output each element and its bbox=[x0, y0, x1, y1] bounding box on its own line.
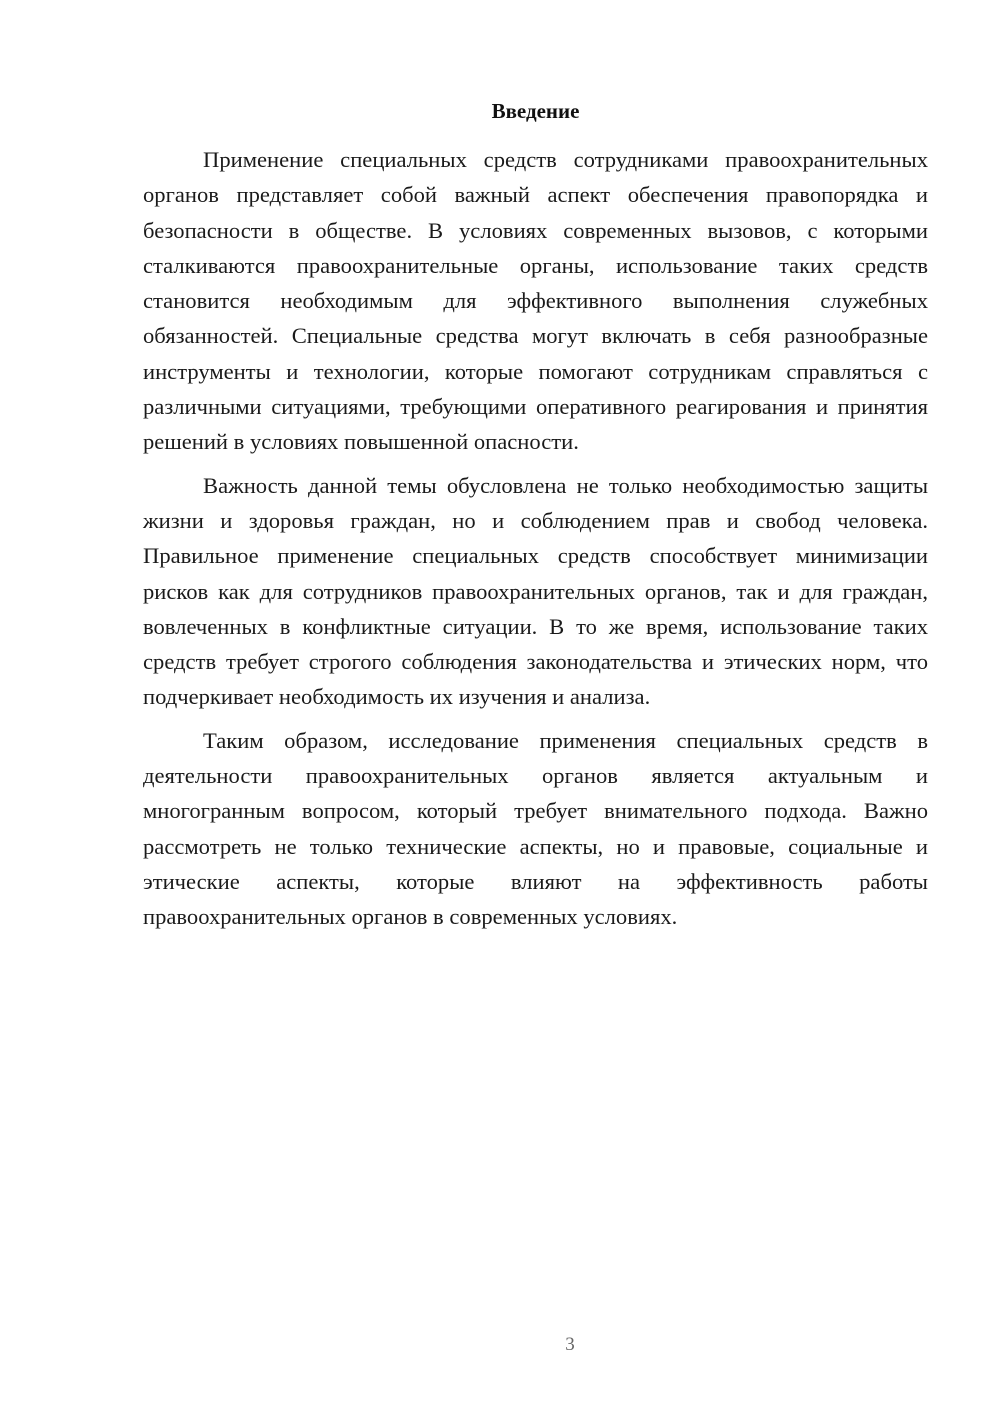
section-heading: Введение bbox=[491, 99, 580, 123]
body-text bbox=[143, 142, 928, 943]
page-number: 3 bbox=[565, 1334, 575, 1355]
paragraph-2: Важность данной темы обусловлена не только необходимостью защиты жизни и здоровья граждан, но и соблюдением прав и свобод человека. Правильное применение специальных средств способствует минимизации рисков как для сотрудников правоохранительных органов, так и для граждан, вовлеченных в конфликтные ситуации. В то же время, использование таких средств требует строгого соблюдения законодательства и этических норм, что подчеркивает необходимость их изучения и анализа. bbox=[143, 472, 928, 710]
paragraph-1: Применение специальных средств сотрудниками правоохранительных органов представляет собой важный аспект обеспечения правопорядка и безопасности в обществе. В условиях современных вызовов, с которыми сталкиваются правоохранительные органы, использование таких средств становится необходимым для эффективного выполнения служебных обязанностей. Специальные средства могут включать в себя разнообразные инструменты и технологии, которые помогают сотрудникам справляться с различными ситуациями, требующими оперативного реагирования и принятия решений в условиях повышенной опасности. bbox=[143, 147, 928, 455]
paragraph-3: Таким образом, исследование применения специальных средств в деятельности правоохранительных органов является актуальным и многогранным вопросом, который требует внимательного подхода. Важно рассмотреть не только технические аспекты, но и правовые, социальные и этические аспекты, которые влияют на эффективность работы правоохранительных органов в современных условиях. bbox=[143, 727, 928, 930]
